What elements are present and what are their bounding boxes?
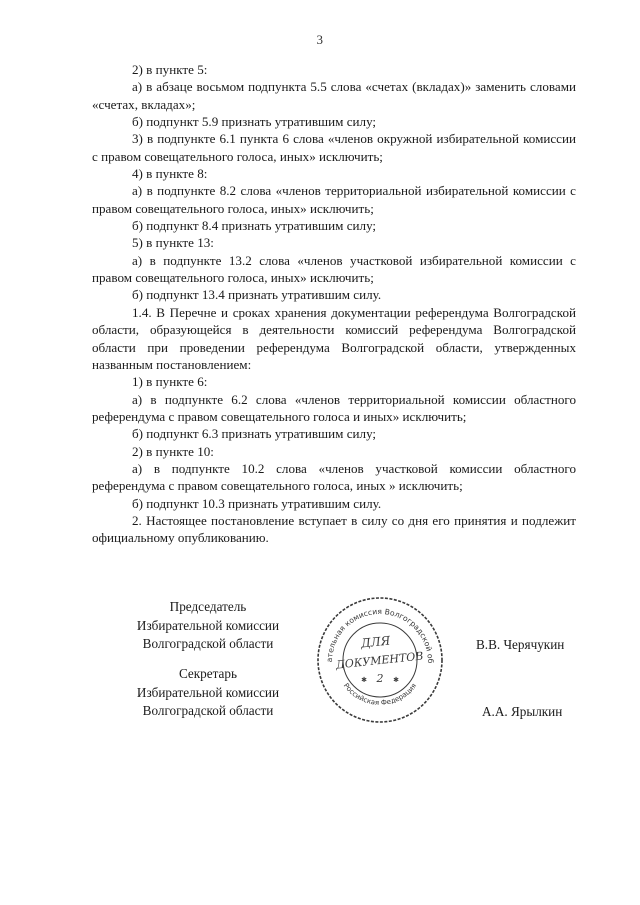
paragraph: а) в абзаце восьмом подпункта 5.5 слова «счетах (вкладах)» заменить словами «счетах, вкладах»;: [92, 79, 576, 112]
seal-center-line1: ДЛЯ: [360, 633, 391, 651]
signature-title-line: Избирательной комиссии: [136, 617, 280, 633]
secretary-title: [108, 665, 308, 721]
seal-bottom-text: Российская Федерация: [341, 681, 419, 707]
official-seal: [312, 592, 448, 724]
chairman-name: В.В. Черячукин: [476, 637, 565, 652]
paragraph: 2) в пункте 10:: [132, 443, 214, 459]
seal-star-icon: ✱: [393, 676, 399, 684]
paragraph: б) подпункт 10.3 признать утратившим силу.: [132, 495, 382, 511]
seal-star-icon: ✱: [361, 676, 367, 684]
document-body: [92, 61, 576, 547]
paragraph: 2. Настоящее постановление вступает в силу со дня его принятия и подлежит официальному опубликованию.: [92, 512, 576, 546]
paragraph: а) в подпункте 6.2 слова «членов территориальной комиссии областного референдума с правом совещательного голоса и иных» исключить;: [92, 391, 576, 424]
secretary-name: А.А. Ярылкин: [482, 704, 563, 719]
signature-title-line: Волгоградской области: [142, 703, 274, 718]
paragraph: б) подпункт 6.3 признать утратившим силу;: [132, 426, 377, 442]
page-number: 3: [316, 32, 324, 47]
chairman-title: [108, 598, 308, 654]
signature-title-line: Секретарь: [178, 666, 238, 681]
signature-title-line: Председатель: [169, 599, 247, 614]
seal-center-number: 2: [376, 672, 384, 685]
signature-title-line: Волгоградской области: [142, 636, 274, 651]
seal-ring-text: ательная комиссия Волгоградской об: [324, 606, 436, 664]
paragraph: 4) в пункте 8:: [132, 166, 208, 182]
paragraph: а) в подпункте 8.2 слова «членов территориальной избирательной комиссии с правом совещательного голоса, иных» исключить;: [92, 183, 576, 216]
paragraph: б) подпункт 5.9 признать утратившим силу;: [132, 114, 377, 130]
signature-title-line: Избирательной комиссии: [136, 684, 280, 700]
paragraph: 1.4. В Перечне и сроках хранения документации референдума Волгоградской области, образующейся в деятельности комиссий референдума Волгоградской области при проведении референдума Волгоградской области, утвержденных названным постановлением:: [92, 304, 576, 372]
paragraph: 2) в пункте 5:: [132, 62, 208, 77]
paragraph: б) подпункт 8.4 признать утратившим силу;: [132, 218, 377, 234]
paragraph: 3) в подпункте 6.1 пункта 6 слова «членов окружной избирательной комиссии с правом совещательного голоса, иных» исключить;: [92, 131, 576, 164]
seal-center-line2: ДОКУМЕНТОВ: [335, 649, 424, 672]
paragraph: а) в подпункте 10.2 слова «членов участковой комиссии областного референдума с правом совещательного голоса, иных » исключить;: [92, 460, 576, 494]
paragraph: 5) в пункте 13:: [132, 235, 214, 251]
paragraph: 1) в пункте 6:: [132, 374, 208, 390]
paragraph: б) подпункт 13.4 признать утратившим силу.: [132, 287, 382, 303]
paragraph: а) в подпункте 13.2 слова «членов участковой избирательной комиссии с правом совещательного голоса, иных» исключить;: [92, 252, 576, 286]
